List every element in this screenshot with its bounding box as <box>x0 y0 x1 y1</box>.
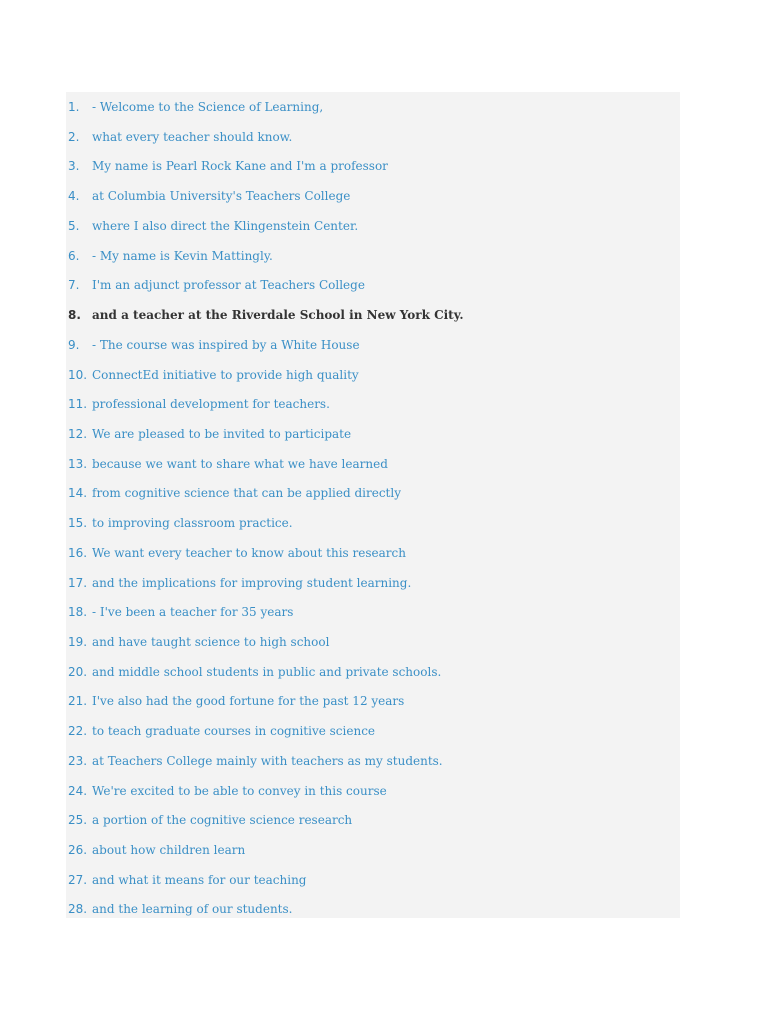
transcript-line[interactable] <box>66 423 351 445</box>
transcript-line[interactable] <box>66 126 292 148</box>
line-number: 25. <box>68 813 88 828</box>
line-number: 2. <box>68 129 80 144</box>
transcript-line[interactable] <box>66 155 388 177</box>
line-number: 3. <box>68 159 80 174</box>
transcript-line[interactable] <box>66 334 360 356</box>
line-number: 7. <box>68 278 80 293</box>
line-text: We want every teacher to know about this research <box>92 545 406 560</box>
line-number: 15. <box>68 516 88 531</box>
line-number: 26. <box>68 843 88 857</box>
transcript-line[interactable] <box>66 572 411 594</box>
transcript-line[interactable] <box>66 96 323 118</box>
transcript-line[interactable] <box>66 690 404 712</box>
line-text: We are pleased to be invited to participate <box>92 426 352 441</box>
line-text: because we want to share what we have learned <box>92 456 388 471</box>
transcript-line[interactable] <box>66 453 388 475</box>
transcript-line[interactable] <box>66 661 441 683</box>
line-number: 18. <box>68 605 88 620</box>
line-text: and a teacher at the Riverdale School in New York City. <box>92 308 464 322</box>
line-number: 6. <box>68 248 80 263</box>
line-text: I'm an adjunct professor at Teachers College <box>92 278 365 293</box>
transcript-line[interactable] <box>66 898 292 920</box>
line-text: - Welcome to the Science of Learning, <box>92 100 324 114</box>
transcript-line[interactable] <box>66 809 352 831</box>
line-number: 27. <box>68 872 88 887</box>
line-text: about how children learn <box>92 843 246 857</box>
line-text: and have taught science to high school <box>92 635 330 649</box>
line-number: 19. <box>68 635 88 649</box>
line-text: and the implications for improving student learning. <box>92 575 412 590</box>
transcript-line[interactable] <box>66 542 406 564</box>
line-text: I've also had the good fortune for the past 12 years <box>92 694 405 709</box>
line-text: - The course was inspired by a White House <box>92 337 360 352</box>
transcript-line[interactable] <box>66 245 273 267</box>
line-number: 10. <box>68 367 88 382</box>
line-number: 11. <box>68 397 88 412</box>
transcript-line[interactable] <box>66 869 306 891</box>
line-text: where I also direct the Klingenstein Center. <box>92 218 359 233</box>
transcript-line[interactable] <box>66 364 359 386</box>
line-text: and what it means for our teaching <box>92 872 307 887</box>
transcript-line[interactable] <box>66 750 443 772</box>
line-text: to improving classroom practice. <box>92 516 293 531</box>
line-number: 16. <box>68 545 88 560</box>
line-text: and middle school students in public and private schools. <box>92 664 442 679</box>
line-number: 20. <box>68 664 88 679</box>
line-text: at Teachers College mainly with teachers as my students. <box>92 753 443 768</box>
line-number: 1. <box>68 100 80 114</box>
line-text: We're excited to be able to convey in this course <box>92 783 387 798</box>
line-number: 9. <box>68 337 80 352</box>
transcript-line[interactable] <box>66 780 387 802</box>
line-text: from cognitive science that can be applied directly <box>92 486 401 501</box>
transcript-line[interactable] <box>66 185 350 207</box>
transcript-line[interactable] <box>66 631 329 653</box>
line-number: 23. <box>68 753 88 768</box>
line-text: My name is Pearl Rock Kane and I'm a professor <box>92 159 388 174</box>
transcript-line[interactable] <box>66 601 293 623</box>
line-number: 13. <box>68 456 88 471</box>
transcript-line-active[interactable] <box>66 304 464 326</box>
line-number: 8. <box>68 308 81 322</box>
line-number: 24. <box>68 783 88 798</box>
line-number: 4. <box>68 189 80 204</box>
line-number: 28. <box>68 902 88 917</box>
transcript-panel <box>66 92 680 918</box>
line-text: a portion of the cognitive science research <box>92 813 353 828</box>
line-text: - My name is Kevin Mattingly. <box>92 248 273 263</box>
line-text: and the learning of our students. <box>92 902 293 917</box>
transcript-line[interactable] <box>66 512 293 534</box>
line-text: what every teacher should know. <box>92 129 293 144</box>
line-text: professional development for teachers. <box>92 397 330 412</box>
line-number: 5. <box>68 218 80 233</box>
line-number: 21. <box>68 694 88 709</box>
transcript-line[interactable] <box>66 274 365 296</box>
line-text: to teach graduate courses in cognitive science <box>92 724 376 739</box>
line-number: 22. <box>68 724 88 739</box>
line-text: at Columbia University's Teachers College <box>92 189 351 204</box>
line-number: 14. <box>68 486 88 501</box>
line-number: 17. <box>68 575 88 590</box>
line-text: ConnectEd initiative to provide high quality <box>92 367 359 382</box>
transcript-line[interactable] <box>66 839 245 861</box>
transcript-line[interactable] <box>66 393 330 415</box>
transcript-line[interactable] <box>66 215 358 237</box>
line-text: - I've been a teacher for 35 years <box>92 605 294 620</box>
transcript-line[interactable] <box>66 482 401 504</box>
line-number: 12. <box>68 426 88 441</box>
transcript-line[interactable] <box>66 720 375 742</box>
